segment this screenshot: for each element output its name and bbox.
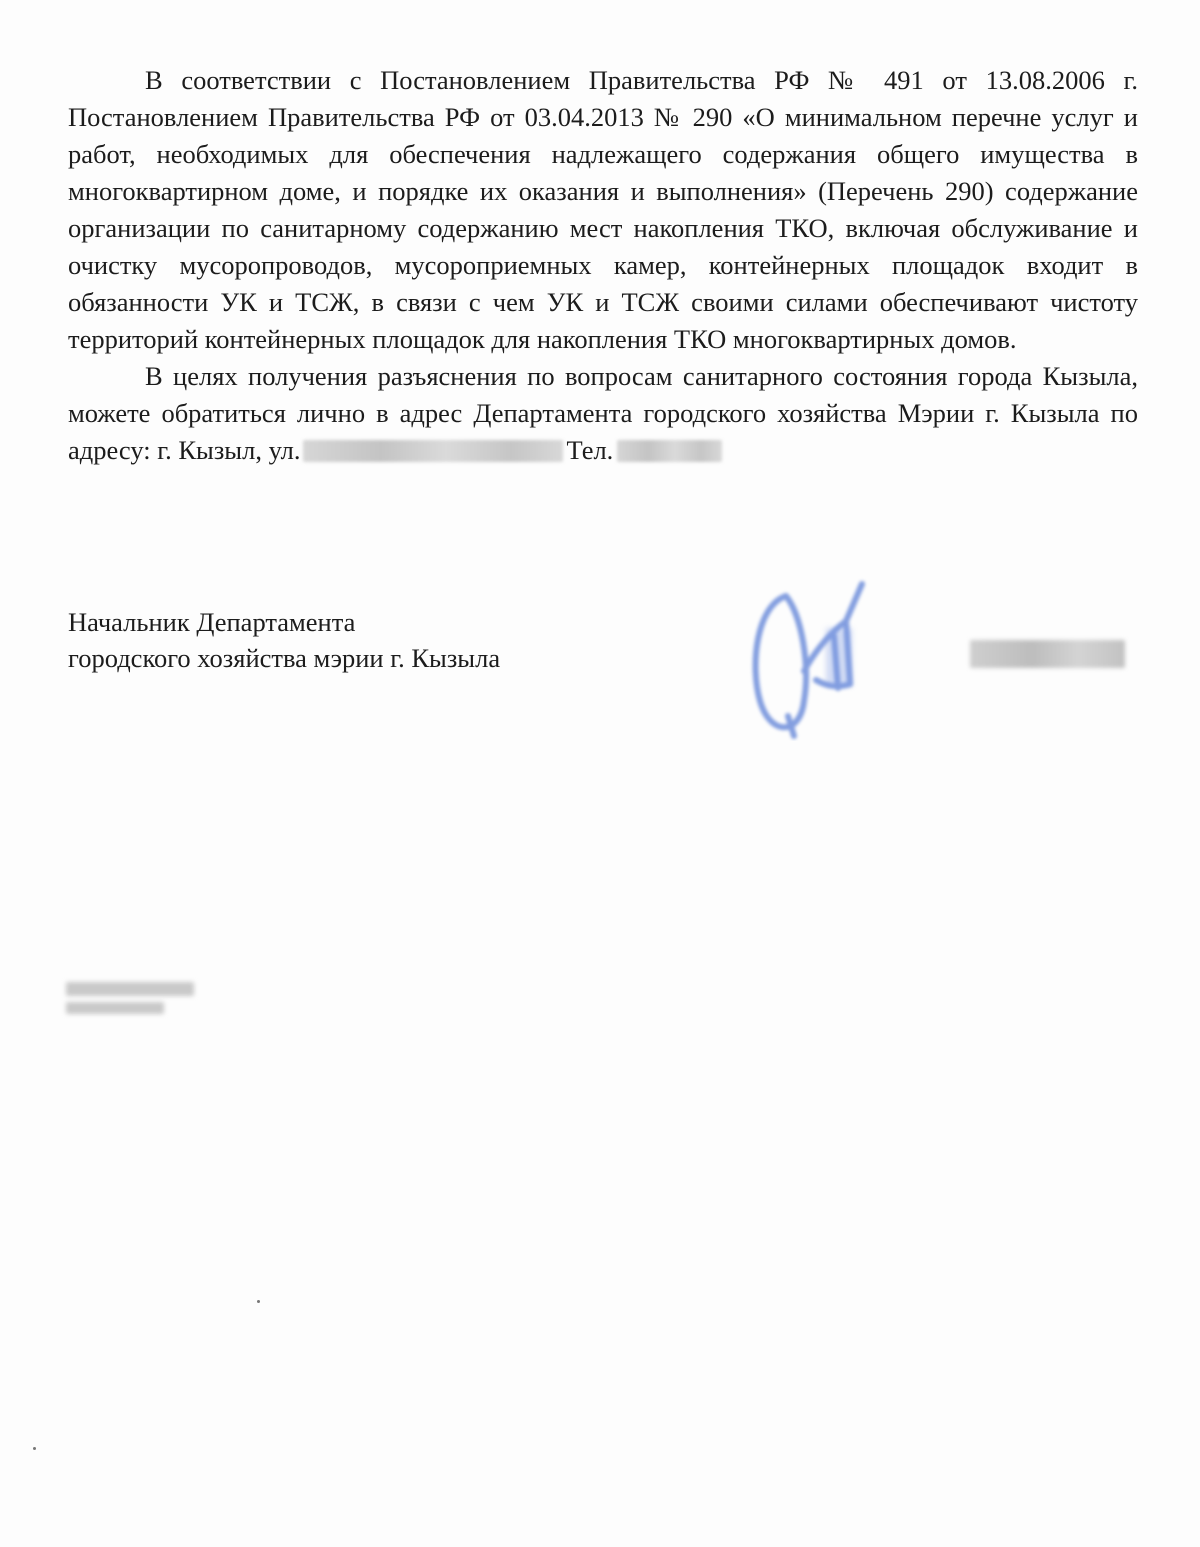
letter-body <box>68 62 1138 469</box>
signatory-title-line1: Начальник Департамента <box>68 607 356 637</box>
contact-text: В целях получения разъяснения по вопросам санитарного состояния города Кызыла, можете обратиться лично в адрес Департамента городского хозяйства Мэрии г. Кызыла по адресу: г. Кызыл, ул. <box>68 361 1138 465</box>
paragraph-regulation: В соответствии с Постановлением Правительства РФ № 491 от 13.08.2006 г. Постановлением Правительства РФ от 03.04.2013 № 290 «О минимальном перечне услуг и работ, необходимых для обеспечения надлежащего содержания общего имущества в многоквартирном доме, и порядке их оказания и выполнения» (Перечень 290) содержание организации по санитарному содержанию мест накопления ТКО, включая обслуживание и очистку мусоропроводов, мусороприемных камер, контейнерных площадок входит в обязанности УК и ТСЖ, в связи с чем УК и ТСЖ своими силами обеспечивают чистоту территорий контейнерных площадок для накопления ТКО многоквартирных домов. <box>68 65 1138 354</box>
redacted-phone <box>617 440 722 462</box>
scan-speck <box>257 1300 260 1303</box>
signatory-title <box>68 604 500 676</box>
handwritten-signature <box>738 576 888 741</box>
redacted-address <box>303 440 563 462</box>
phone-label: Тел. <box>566 435 614 465</box>
signatory-title-line2: городского хозяйства мэрии г. Кызыла <box>68 643 501 673</box>
redacted-signatory-name <box>970 640 1125 668</box>
paragraph-contact <box>68 358 1138 469</box>
scan-speck <box>33 1447 36 1450</box>
redacted-executor-info <box>66 980 206 1020</box>
